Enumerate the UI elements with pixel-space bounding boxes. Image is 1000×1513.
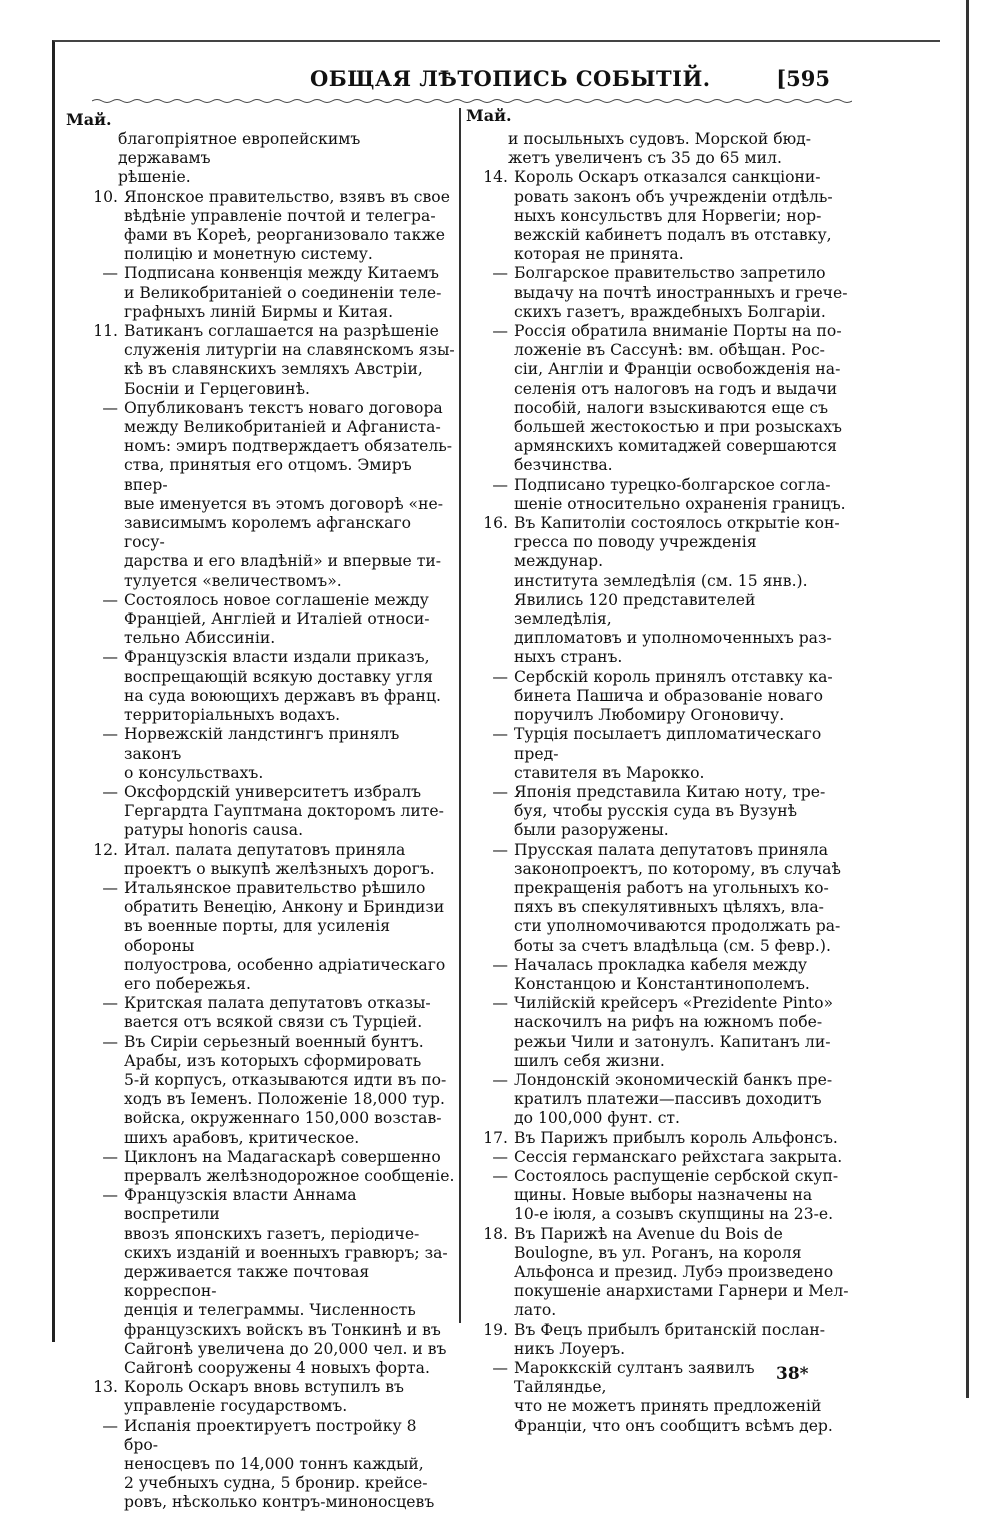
entry-text: Россія обратила вниманіе Порты на по- ложеніе въ Сассунѣ: вм. обѣщан. Рос- сіи, Англіи и Франціи освобожденія на- селенія отъ налоговъ на годъ и выдачи пособій, налоги взыскиваются еще съ большей жестокостью и при розыскахъ армянскихъ комитаджей совершаются безчинства.	[514, 322, 842, 475]
entry-date: —	[102, 1186, 118, 1205]
entry-date: —	[492, 1359, 508, 1377]
continuation-text: и посыльныхъ судовъ. Морской бюд- жетъ увеличенъ съ 35 до 65 мил.	[508, 130, 812, 168]
entry-date: —	[102, 590, 118, 609]
chronicle-entry	[470, 1129, 850, 1148]
chronicle-entry	[80, 879, 455, 994]
chronicle-entry	[80, 1033, 455, 1148]
entry-text: Болгарское правительство запретило выдачу на почтѣ иностранныхъ и грече- скихъ газетъ, враждебныхъ Болгаріи.	[514, 264, 848, 321]
chronicle-entry	[80, 1417, 455, 1513]
entry-date: 12.	[93, 840, 118, 859]
entry-text: Сербскій король принялъ отставку ка- бинета Пашича и образованіе новаго поручилъ Любомиру Огоновичу.	[514, 667, 833, 725]
entry-text: Состоялось распущеніе сербской скуп- щины. Новые выборы назначены на 10-е іюля, а созывъ скупщины на 23-е.	[514, 1166, 839, 1224]
entry-date: —	[492, 1166, 508, 1185]
entry-date: 16.	[483, 514, 508, 533]
entry-date: 18.	[483, 1224, 508, 1243]
chronicle-entry	[470, 1071, 850, 1129]
entry-text: Критская палата депутатовъ отказы- вается отъ всякой связи съ Турціей.	[124, 994, 431, 1032]
chronicle-entry	[80, 648, 455, 725]
entry-date: —	[102, 1147, 118, 1166]
entry-date: —	[492, 475, 508, 494]
entry-date: —	[102, 725, 118, 744]
entry-text: Итальянское правительство рѣшило обратить Венецію, Анкону и Бриндизи въ военные порты, для усиленія обороны полуострова, особенно адріатическаго его побережья.	[124, 878, 446, 993]
chronicle-entry	[470, 514, 850, 668]
right-column	[470, 130, 850, 1436]
chronicle-entry	[80, 725, 455, 783]
entry-date: —	[492, 725, 508, 744]
entry-text: Итал. палата депутатовъ приняла проектъ о выкупѣ желѣзныхъ дорогъ.	[124, 840, 435, 878]
entry-text: Опубликованъ текстъ новаго договора между Великобританіей и Афганиста- номъ: эмиръ подтверждаетъ обязатель- ства, принятыя его отцомъ. Эмиръ впер- вые именуется въ этомъ договорѣ «не- зависимымъ королемъ афганскаго госу- дарства и его владѣній» и впервые ти- тулуется «величествомъ».	[124, 398, 453, 590]
entry-date: —	[102, 1032, 118, 1051]
signature-mark: 38*	[776, 1364, 809, 1384]
entry-text: Лондонскій экономическій банкъ пре- кратилъ платежи—пассивъ доходитъ до 100,000 фунт. ст.	[514, 1070, 833, 1128]
chronicle-entry	[80, 1378, 455, 1416]
page-number: [595	[776, 66, 830, 91]
chronicle-entry	[80, 1148, 455, 1186]
chronicle-entry	[470, 994, 850, 1071]
entry-date: —	[492, 322, 508, 341]
chronicle-entry	[470, 956, 850, 994]
entry-text: Японія представила Китаю ноту, тре- буя, чтобы русскія суда въ Вузунѣ были разоружены.	[514, 782, 826, 840]
chronicle-entry	[80, 841, 455, 879]
entry-text: Французскія власти издали приказъ, воспрещающій всякую доставку угля на суда воюющихъ державъ въ франц. территоріальныхъ водахъ.	[124, 648, 441, 725]
column-divider	[459, 108, 461, 1323]
entry-text: Король Оскаръ вновь вступилъ въ управленіе государствомъ.	[124, 1378, 404, 1416]
header-wavy-rule	[92, 98, 852, 104]
entry-text: Король Оскаръ отказался санкціони- ровать законъ объ учрежденіи отдѣль- ныхъ консульствъ для Норвегіи; нор- вежскій кабинетъ подалъ въ отставку, которая не принята.	[514, 168, 833, 264]
entry-date: —	[492, 667, 508, 686]
left-month-label: Май.	[66, 110, 112, 129]
chronicle-entry	[80, 591, 455, 649]
entry-text: Японское правительство, взявъ въ свое вѣдѣніе управленіе почтой и телегра- фами въ Кореѣ, реорганизовало также полицію и монетную систему.	[124, 187, 450, 264]
entry-text: Въ Парижѣ на Avenue du Bois de Boulogne, въ ул. Роганъ, на короля Альфонса и презид. Лубэ произведено покушеніе анархистами Гарнери и Мел- лато.	[514, 1224, 849, 1320]
chronicle-entry	[470, 725, 850, 783]
chronicle-entry	[80, 264, 455, 322]
entry-text: Французскія власти Аннама воспретили ввозъ японскихъ газетъ, періодиче- скихъ изданій и военныхъ гравюръ; за- держивается также почтовая корреспон- денція и телеграммы. Численность французскихъ войскъ въ Тонкинѣ и въ Сайгонѣ увеличена до 20,000 чел. и въ Сайгонѣ сооружены 4 новыхъ форта.	[124, 1186, 448, 1377]
chronicle-entry	[470, 841, 850, 956]
entry-text: Турція посылаетъ дипломатическаго пред- ставителя въ Марокко.	[514, 725, 822, 782]
right-entries	[470, 168, 850, 1435]
entry-text: Подписана конвенція между Китаемъ и Великобританіей о соединеніи теле- графныхъ линій Бирмы и Китая.	[124, 264, 442, 321]
chronicle-entry	[470, 1167, 850, 1225]
entry-date: —	[102, 648, 118, 667]
chronicle-entry	[470, 1148, 850, 1167]
entry-text: Состоялось новое соглашеніе между Франціей, Англіей и Италіей относи- тельно Абиссиніи.	[124, 590, 430, 648]
chronicle-entry	[470, 783, 850, 841]
entry-date: —	[492, 1070, 508, 1089]
entry-date: —	[102, 782, 118, 801]
entry-text: Подписано турецко-болгарское согла- шеніе относительно охраненія границъ.	[514, 475, 846, 513]
right-edge-rule	[966, 0, 969, 1398]
chronicle-entry	[80, 1186, 455, 1378]
entry-text: Чилійскій крейсеръ «Prezidente Pinto» наскочилъ на рифъ на южномъ побе- режьи Чили и затонулъ. Капитанъ ли- шилъ себя жизни.	[514, 994, 834, 1070]
chronicle-entry	[470, 476, 850, 514]
entry-text: Началась прокладка кабеля между Констанцою и Константинополемъ.	[514, 955, 810, 993]
chronicle-entry	[80, 399, 455, 591]
entry-date: —	[102, 878, 118, 897]
entry-text: Сессія германскаго рейхстага закрыта.	[514, 1147, 843, 1166]
chronicle-entry	[80, 994, 455, 1032]
right-month-label: Май.	[466, 106, 512, 125]
entry-date: —	[492, 840, 508, 859]
entry-date: 13.	[93, 1378, 118, 1397]
entry-date: —	[102, 398, 118, 417]
chronicle-entry	[470, 264, 850, 322]
entry-text: Ватиканъ соглашается на разрѣшеніе служенія литургіи на славянскомъ язы- кѣ въ славянскихъ земляхъ Австріи, Босніи и Герцеговинѣ.	[124, 322, 455, 398]
entry-date: —	[102, 1416, 118, 1435]
entry-date: —	[492, 264, 508, 283]
running-title: ОБЩАЯ ЛѢТОПИСЬ СОБЫТІЙ.	[310, 66, 711, 91]
left-column	[80, 130, 455, 1513]
entry-text: Испанія проектируетъ постройку 8 бро- неносцевъ по 14,000 тоннъ каждый, 2 учебныхъ судна, 5 бронир. крейсе- ровъ, нѣсколько контръ-миноносцевъ	[124, 1416, 435, 1512]
entry-text: Въ Сиріи серьезный военный бунтъ. Арабы, изъ которыхъ сформировать 5-й корпусъ, отказываются идти въ по- ходъ въ Іеменъ. Положеніе 18,000 тур. войска, окруженнаго 150,000 возстав- шихъ арабовъ, критическое.	[124, 1032, 447, 1147]
chronicle-entry	[80, 783, 455, 841]
entry-date: —	[492, 782, 508, 801]
chronicle-entry	[470, 1225, 850, 1321]
left-entries	[80, 188, 455, 1513]
entry-text: Въ Капитоліи состоялось открытіе кон- гресса по поводу учрежденія междунар. института земледѣлія (см. 15 янв.). Явились 120 представителей земледѣлія, дипломатовъ и уполномоченныхъ раз- ныхъ странъ.	[514, 514, 840, 667]
page-header	[95, 66, 830, 96]
entry-date: 10.	[93, 187, 118, 206]
entry-date: 14.	[483, 168, 508, 187]
entry-date: —	[102, 994, 118, 1013]
entry-text: Мароккскій султанъ заявилъ Тайляндье, что не можетъ принять предложеній Франціи, что онъ сообщитъ всѣмъ дер.	[514, 1359, 833, 1435]
entry-date: —	[492, 994, 508, 1013]
entry-text: Циклонъ на Мадагаскарѣ совершенно прервалъ желѣзнодорожное сообщеніе.	[124, 1147, 455, 1185]
chronicle-entry	[470, 168, 850, 264]
entry-text: Норвежскій ландстингъ принялъ законъ о консульствахъ.	[124, 725, 400, 782]
continuation-text: благопріятное европейскимъ державамъ рѣшеніе.	[118, 130, 361, 187]
entry-date: 11.	[93, 322, 118, 341]
entry-text: Въ Парижъ прибылъ король Альфонсъ.	[514, 1128, 838, 1147]
entry-text: Оксфордскій университетъ избралъ Гергардта Гауптмана докторомъ лите- ратуры honoris causa.	[124, 782, 444, 840]
entry-date: —	[102, 264, 118, 283]
entry-date: 19.	[483, 1320, 508, 1339]
entry-text: Прусская палата депутатовъ приняла законопроектъ, по которому, въ случаѣ прекращенія работъ на угольныхъ ко- пяхъ въ спекулятивныхъ цѣляхъ, вла- сти уполномочиваются продолжать ра- боты за счетъ владѣльца (см. 5 февр.).	[514, 840, 841, 955]
entry-date: 17.	[483, 1128, 508, 1147]
chronicle-entry	[470, 1321, 850, 1359]
chronicle-entry	[80, 322, 455, 399]
chronicle-entry	[470, 668, 850, 726]
chronicle-entry	[470, 322, 850, 476]
entry-text: Въ Фецъ прибылъ британскій послан- никъ Лоуеръ.	[514, 1320, 826, 1358]
entry-date: —	[492, 955, 508, 974]
entry-date: —	[492, 1147, 508, 1166]
chronicle-entry	[80, 188, 455, 265]
